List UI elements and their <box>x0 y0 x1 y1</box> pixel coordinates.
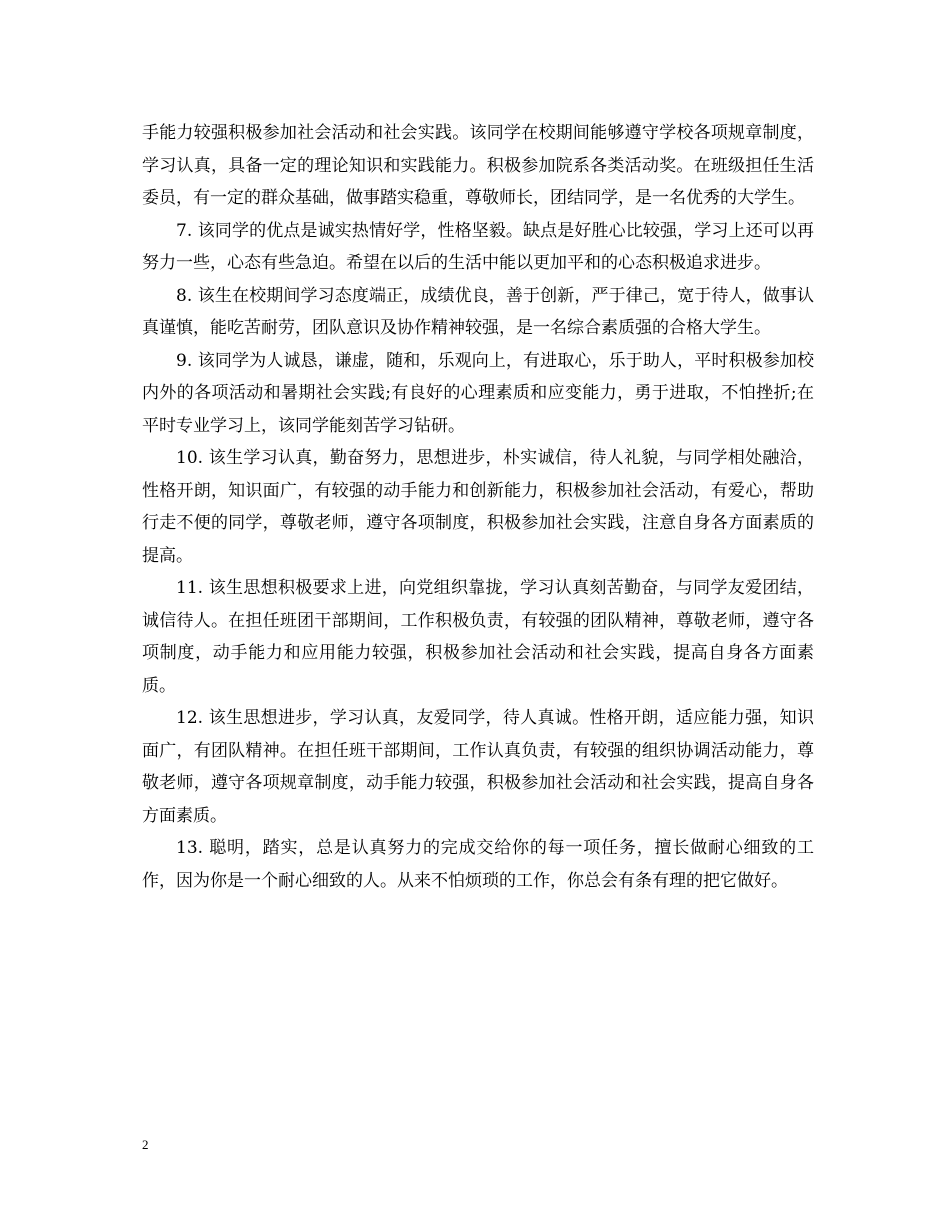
paragraph-item-10: 10. 该生学习认真，勤奋努力，思想进步，朴实诚信，待人礼貌，与同学相处融洽，性格开朗，知识面广，有较强的动手能力和创新能力，积极参加社会活动，有爱心，帮助行走不便的同学，尊敬老师，遵守各项制度，积极参加社会实践，注意自身各方面素质的提高。 <box>142 448 814 566</box>
paragraph-item-13: 13. 聪明，踏实，总是认真努力的完成交给你的每一项任务，擅长做耐心细致的工作，因为你是一个耐心细致的人。从来不怕烦琐的工作，你总会有条有理的把它做好。 <box>142 838 814 891</box>
paragraph-item-8: 8. 该生在校期间学习态度端正，成绩优良，善于创新，严于律己，宽于待人，做事认真谨慎，能吃苦耐劳，团队意识及协作精神较强，是一名综合素质强的合格大学生。 <box>142 285 814 338</box>
body-text <box>142 117 814 897</box>
page-number: 2 <box>142 1137 149 1152</box>
paragraph-item-9: 9. 该同学为人诚恳，谦虚，随和，乐观向上，有进取心，乐于助人，平时积极参加校内外的各项活动和暑期社会实践;有良好的心理素质和应变能力，勇于进取，不怕挫折;在平时专业学习上，该同学能刻苦学习钻研。 <box>142 350 814 436</box>
paragraph-item-12: 12. 该生思想进步，学习认真，友爱同学，待人真诚。性格开朗，适应能力强，知识面广，有团队精神。在担任班干部期间，工作认真负责，有较强的组织协调活动能力，尊敬老师，遵守各项规章制度，动手能力较强，积极参加社会活动和社会实践，提高自身各方面素质。 <box>142 708 814 826</box>
paragraph-continuation: 手能力较强积极参加社会活动和社会实践。该同学在校期间能够遵守学校各项规章制度，学习认真，具备一定的理论知识和实践能力。积极参加院系各类活动奖。在班级担任生活委员，有一定的群众基础，做事踏实稳重，尊敬师长，团结同学，是一名优秀的大学生。 <box>142 123 814 208</box>
paragraph-item-11: 11. 该生思想积极要求上进，向党组织靠拢，学习认真刻苦勤奋，与同学友爱团结，诚信待人。在担任班团干部期间，工作积极负责，有较强的团队精神，尊敬老师，遵守各项制度，动手能力和应用能力较强，积极参加社会活动和社会实践，提高自身各方面素质。 <box>142 578 814 696</box>
paragraph-item-7: 7. 该同学的优点是诚实热情好学，性格坚毅。缺点是好胜心比较强，学习上还可以再努力一些，心态有些急迫。希望在以后的生活中能以更加平和的心态积极追求进步。 <box>142 220 814 273</box>
